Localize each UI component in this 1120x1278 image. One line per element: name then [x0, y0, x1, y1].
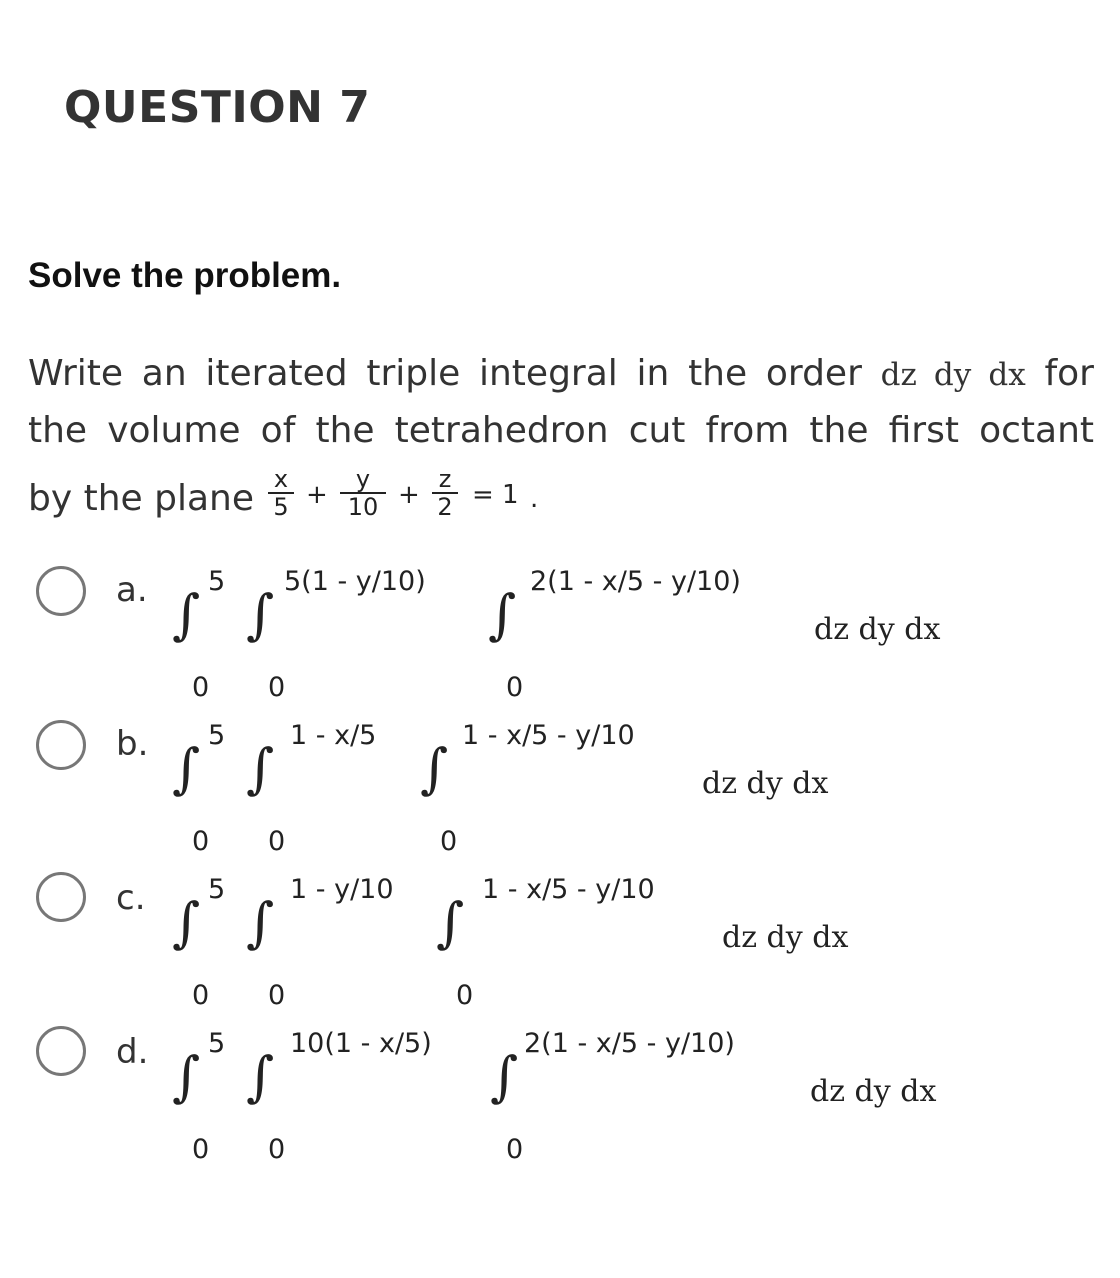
problem-prompt	[28, 346, 1094, 458]
option-letter-c: c.	[116, 878, 146, 918]
frac-x-num: x	[268, 466, 294, 494]
frac-y	[340, 466, 386, 520]
option-c[interactable]	[0, 868, 1120, 1018]
integral-sign-middle: ∫	[246, 1045, 275, 1108]
differential: dz dy dx	[722, 920, 849, 955]
inner-lower-limit: 0	[506, 1134, 524, 1165]
question-title: QUESTION 7	[64, 82, 371, 133]
plus-2: +	[398, 480, 420, 510]
middle-upper-limit: 1 - x/5	[290, 720, 377, 751]
outer-lower-limit: 0	[192, 672, 210, 703]
option-a[interactable]	[0, 560, 1120, 710]
middle-upper-limit: 1 - y/10	[290, 874, 394, 905]
outer-upper-limit: 5	[208, 1028, 226, 1059]
middle-lower-limit: 0	[268, 1134, 286, 1165]
frac-x	[268, 466, 294, 520]
prompt-order: dz dy dx	[880, 357, 1026, 393]
outer-lower-limit: 0	[192, 826, 210, 857]
inner-lower-limit: 0	[456, 980, 474, 1011]
middle-upper-limit: 10(1 - x/5)	[290, 1028, 432, 1059]
differential: dz dy dx	[702, 766, 829, 801]
middle-lower-limit: 0	[268, 672, 286, 703]
radio-button-a[interactable]	[36, 566, 86, 616]
differential: dz dy dx	[814, 612, 941, 647]
middle-lower-limit: 0	[268, 826, 286, 857]
middle-lower-limit: 0	[268, 980, 286, 1011]
integral-sign-outer: ∫	[172, 737, 201, 800]
inner-upper-limit: 2(1 - x/5 - y/10)	[530, 566, 741, 597]
integral-sign-middle: ∫	[246, 891, 275, 954]
radio-button-d[interactable]	[36, 1026, 86, 1076]
frac-z-num: z	[432, 466, 458, 494]
frac-y-num: y	[340, 466, 386, 494]
plus-1: +	[306, 480, 328, 510]
outer-upper-limit: 5	[208, 566, 226, 597]
integral-sign-outer: ∫	[172, 1045, 201, 1108]
option-letter-a: a.	[116, 570, 148, 610]
prompt-text-1b: for	[1044, 353, 1094, 394]
prompt-text-3: by the plane	[28, 478, 255, 519]
frac-z	[432, 466, 458, 520]
radio-button-c[interactable]	[36, 872, 86, 922]
integral-sign-middle: ∫	[246, 583, 275, 646]
option-d[interactable]	[0, 1022, 1120, 1172]
prompt-text-2: the volume of the tetrahedron cut from the first octant	[28, 410, 1094, 451]
outer-lower-limit: 0	[192, 980, 210, 1011]
outer-upper-limit: 5	[208, 720, 226, 751]
frac-x-den: 5	[273, 493, 289, 521]
option-b[interactable]	[0, 714, 1120, 864]
option-letter-d: d.	[116, 1032, 149, 1072]
integral-sign-outer: ∫	[172, 891, 201, 954]
period: .	[530, 484, 539, 514]
inner-upper-limit: 2(1 - x/5 - y/10)	[524, 1028, 735, 1059]
inner-upper-limit: 1 - x/5 - y/10	[462, 720, 635, 751]
inner-lower-limit: 0	[440, 826, 458, 857]
inner-lower-limit: 0	[506, 672, 524, 703]
radio-button-b[interactable]	[36, 720, 86, 770]
instruction-heading: Solve the problem.	[28, 256, 342, 295]
prompt-text-1: Write an iterated triple integral in the order	[28, 353, 862, 394]
integral-sign-outer: ∫	[172, 583, 201, 646]
integral-sign-middle: ∫	[246, 737, 275, 800]
equals-one: = 1	[472, 480, 519, 510]
inner-upper-limit: 1 - x/5 - y/10	[482, 874, 655, 905]
outer-upper-limit: 5	[208, 874, 226, 905]
middle-upper-limit: 5(1 - y/10)	[284, 566, 426, 597]
option-letter-b: b.	[116, 724, 149, 764]
integral-sign-inner: ∫	[488, 583, 517, 646]
integral-sign-inner: ∫	[420, 737, 449, 800]
integral-sign-inner: ∫	[436, 891, 465, 954]
differential: dz dy dx	[810, 1074, 937, 1109]
frac-y-den: 10	[347, 493, 379, 521]
frac-z-den: 2	[437, 493, 453, 521]
integral-sign-inner: ∫	[490, 1045, 519, 1108]
outer-lower-limit: 0	[192, 1134, 210, 1165]
